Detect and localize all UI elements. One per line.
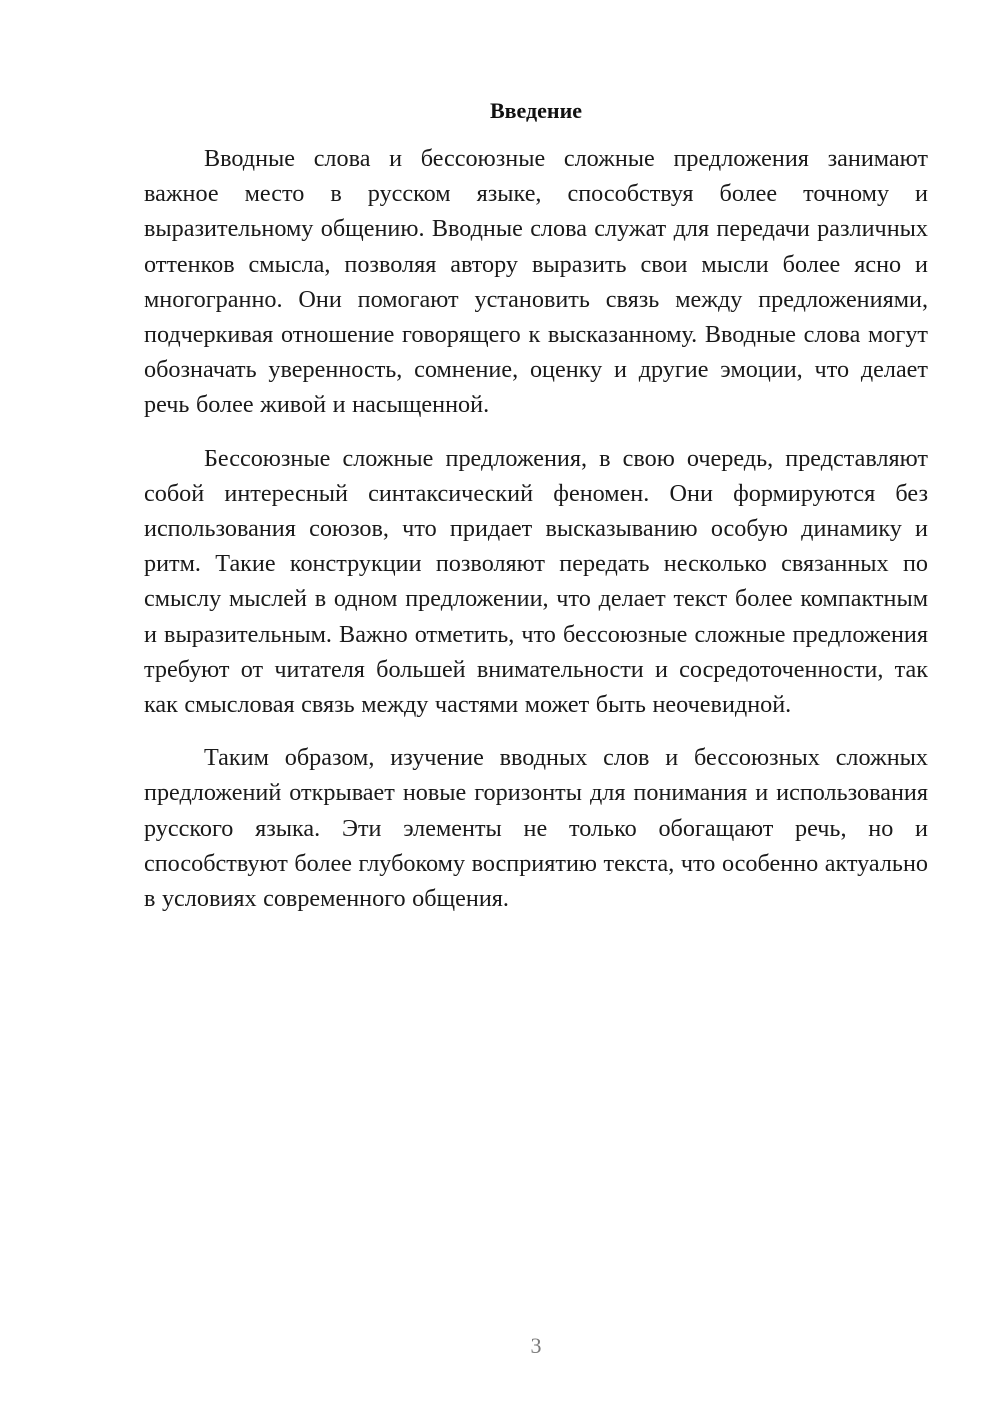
paragraph-2: Бессоюзные сложные предложения, в свою очередь, представляют собой интересный синтаксический феномен. Они формируются без использования союзов, что придает высказыванию особую динамику и ритм. Такие конструкции позволяют передать несколько связанных по смыслу мыслей в одном предложении, что делает текст более компактным и выразительным. Важно отметить, что бессоюзные сложные предложения требуют от читателя большей внимательности и сосредоточенности, так как смысловая связь между частями может быть неочевидной. — [144, 444, 928, 719]
page-content — [144, 96, 928, 934]
section-heading: Введение — [489, 98, 583, 123]
paragraph-3: Таким образом, изучение вводных слов и бессоюзных сложных предложений открывает новые горизонты для понимания и использования русского языка. Эти элементы не только обогащают речь, но и способствуют более глубокому восприятию текста, что особенно актуально в условиях современного общения. — [144, 744, 929, 913]
page-number: 3 — [530, 1333, 542, 1358]
paragraph-1: Вводные слова и бессоюзные сложные предложения занимают важное место в русском языке, способствуя более точному и выразительному общению. Вводные слова служат для передачи различных оттенков смысла, позволяя автору выразить свои мысли более ясно и многогранно. Они помогают установить связь между предложениями, подчеркивая отношение говорящего к высказанному. Вводные слова могут обозначать уверенность, сомнение, оценку и другие эмоции, что делает речь более живой и насыщенной. — [144, 145, 928, 419]
